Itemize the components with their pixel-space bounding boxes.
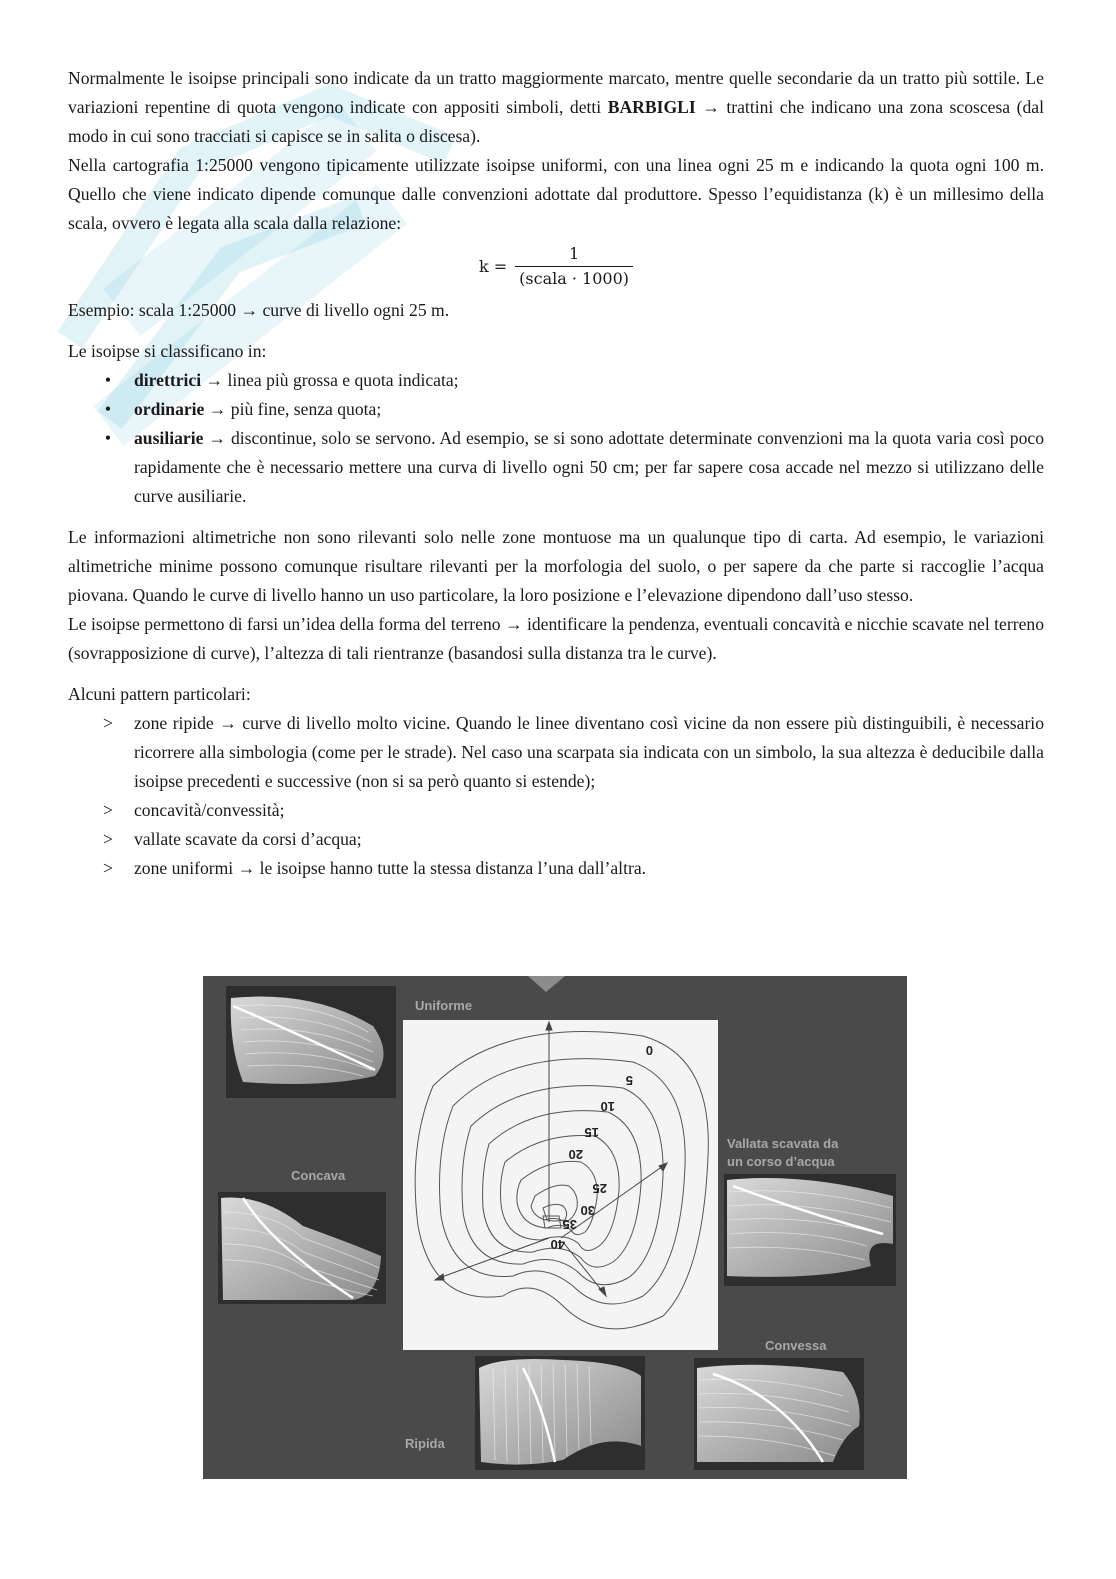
contour-label-35: 35 bbox=[562, 1217, 577, 1232]
list-item bbox=[68, 854, 1044, 883]
patterns-list bbox=[68, 709, 1044, 883]
contour-label-5: 5 bbox=[625, 1073, 633, 1088]
bullet-icon: • bbox=[104, 370, 112, 390]
list-text: zone ripide → curve di livello molto vicine. Quando le linee diventano così vicine da non essere più distinguibili, è necessario ricorrere alla simbologia (come per le strade). Nel caso una scarpata sia indicata con un simbolo, la sua altezza è deducibile dalla isoipse precedenti e successive (non si sa però quanto si estende); bbox=[134, 713, 1044, 791]
list-item bbox=[68, 709, 1044, 796]
barbigli-term: BARBIGLI bbox=[607, 97, 696, 117]
list-term: direttrici bbox=[134, 370, 202, 390]
formula-fraction bbox=[515, 242, 633, 291]
patterns-intro: Alcuni pattern particolari: bbox=[68, 684, 251, 704]
contour-label-20: 20 bbox=[568, 1147, 583, 1162]
list-text: vallate scavate da corsi d’acqua; bbox=[134, 829, 362, 849]
label-convessa: Convessa bbox=[765, 1338, 827, 1353]
terrain-uniforme-image bbox=[226, 986, 396, 1098]
list-text: zone uniformi → le isoipse hanno tutte la stessa distanza l’una dall’altra. bbox=[134, 858, 647, 878]
paragraph-altimetriche: Le informazioni altimetriche non sono rilevanti solo nelle zone montuose ma un qualunque tipo di carta. Ad esempio, le variazioni altimetriche minime possono comunque risultare rilevanti per la morfologia del suolo, o per sapere da che parte si raccoglie l’acqua piovana. Quando le curve di livello hanno un uso particolare, la loro posizione e l’elevazione dipendono dall’uso stesso. bbox=[68, 527, 1044, 605]
list-text: → discontinue, solo se servono. Ad esempio, se si sono adottate determinate convenzioni ma la quota varia così poco rapidamente che è necessario mettere una curva di livello ogni 50 cm; per far sapere cosa accade nel mezzo si utilizzano delle curve ausiliarie. bbox=[134, 428, 1044, 506]
contour-label-0: 0 bbox=[645, 1043, 653, 1058]
list-item bbox=[68, 424, 1044, 511]
equidistance-formula bbox=[68, 240, 1044, 292]
list-term: ordinarie bbox=[134, 399, 205, 419]
contour-label-30: 30 bbox=[580, 1203, 595, 1218]
example-line: Esempio: scala 1:25000 → curve di livello ogni 25 m. bbox=[68, 300, 450, 320]
document-body bbox=[68, 64, 1044, 883]
list-item bbox=[68, 395, 1044, 424]
contour-label-40: 40 bbox=[550, 1237, 565, 1252]
chevron-right-icon: > bbox=[103, 800, 113, 820]
formula-lhs: k = bbox=[478, 256, 508, 276]
terrain-convessa-image bbox=[694, 1358, 864, 1470]
terrain-vallata-image bbox=[724, 1174, 896, 1286]
classification-list bbox=[68, 366, 1044, 511]
paragraph-text: → trattini che indicano una zona scoscesa (dal modo in cui sono tracciati si capisce se in salita o discesa). bbox=[68, 97, 1044, 146]
paragraph-cartografia: Nella cartografia 1:25000 vengono tipicamente utilizzate isoipse uniformi, con una linea ogni 25 m e indicando la quota ogni 100 m. Quello che viene indicato dipende comunque dalle convenzioni adottate dal produttore. Spesso l’equidistanza (k) è un millesimo della scala, ovvero è legata alla scala dalla relazione: bbox=[68, 155, 1044, 233]
list-item bbox=[68, 825, 1044, 854]
chevron-right-icon: > bbox=[103, 829, 113, 849]
chevron-right-icon: > bbox=[103, 713, 113, 733]
paragraph-forma-terreno: Le isoipse permettono di farsi un’idea della forma del terreno → identificare la pendenza, eventuali concavità e nicchie scavate nel terreno (sovrapposizione di curve), l’altezza di tali rientranze (basandosi sulla distanza tra le curve). bbox=[68, 614, 1044, 663]
classification-intro: Le isoipse si classificano in: bbox=[68, 341, 267, 361]
bullet-icon: • bbox=[104, 399, 112, 419]
list-text: concavità/convessità; bbox=[134, 800, 285, 820]
list-item bbox=[68, 796, 1044, 825]
contour-label-10: 10 bbox=[600, 1099, 615, 1114]
list-text: → più fine, senza quota; bbox=[204, 399, 382, 419]
label-ripida: Ripida bbox=[405, 1436, 445, 1451]
chevron-right-icon: > bbox=[103, 858, 113, 878]
bullet-icon: • bbox=[104, 428, 112, 448]
label-vallata-line2: un corso d’acqua bbox=[727, 1154, 835, 1169]
list-text: → linea più grossa e quota indicata; bbox=[201, 370, 459, 390]
terrain-concava-image bbox=[218, 1192, 386, 1304]
contour-label-25: 25 bbox=[592, 1181, 607, 1196]
formula-denominator: (scala · 1000) bbox=[515, 266, 633, 291]
paragraph-isoipse-intro bbox=[68, 64, 1044, 151]
formula-numerator: 1 bbox=[568, 243, 580, 263]
contour-patterns-figure bbox=[203, 976, 907, 1479]
contour-label-15: 15 bbox=[584, 1125, 599, 1140]
label-uniforme: Uniforme bbox=[415, 998, 473, 1013]
label-vallata-line1: Vallata scavata da bbox=[727, 1136, 839, 1151]
list-term: ausiliarie bbox=[134, 428, 204, 448]
label-concava: Concava bbox=[291, 1168, 346, 1183]
list-item bbox=[68, 366, 1044, 395]
paragraph-text: Normalmente le isoipse principali sono indicate da un tratto maggiormente marcato, mentre quelle secondarie da un tratto più sottile. Le variazioni repentine di quota vengono indicate con appositi simboli, detti bbox=[68, 68, 1044, 117]
terrain-ripida-image bbox=[475, 1356, 645, 1470]
